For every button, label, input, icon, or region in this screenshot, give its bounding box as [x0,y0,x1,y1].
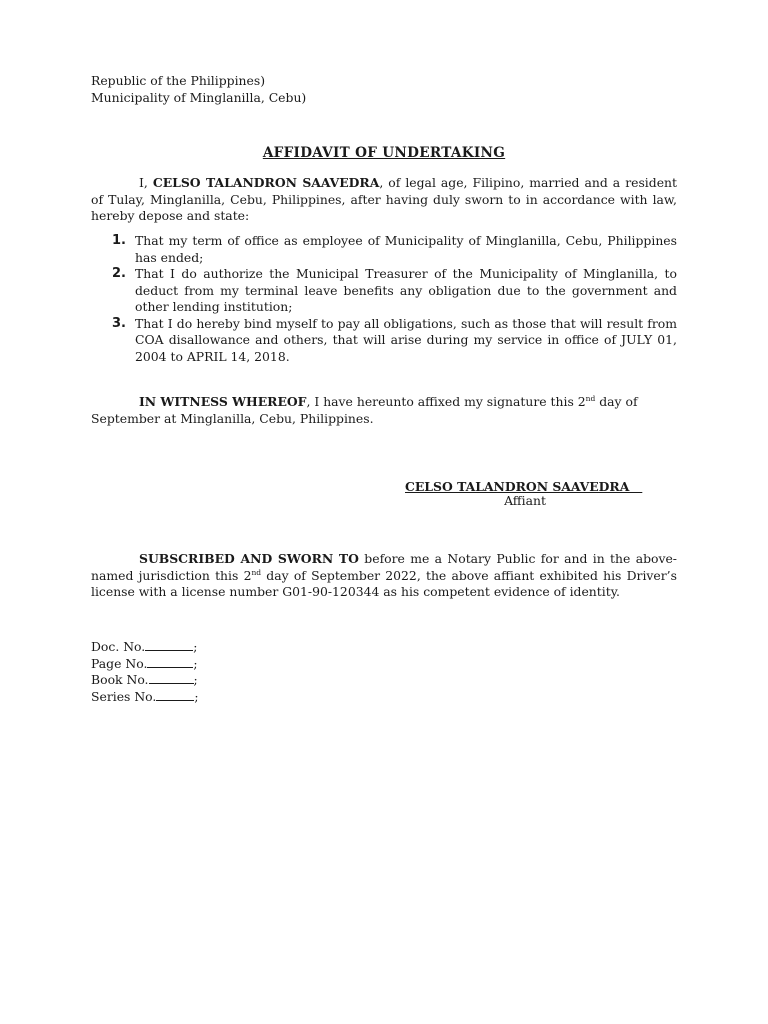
book-no-blank [149,672,194,684]
jurat-paragraph [91,551,677,601]
page-no-end: ; [193,655,198,671]
list-item [91,266,677,316]
item-text: That my term of office as employee of Municipality of Minglanilla, Cebu, Philippines has ended; [135,233,677,265]
intro-paragraph [91,175,677,225]
book-no-end: ; [193,672,198,687]
page-no-blank [147,656,193,668]
doc-no-blank [145,639,193,651]
venue-municipality: Municipality of Minglanilla, Cebu) [91,89,307,105]
witness-paragraph [91,394,677,427]
venue-block [91,73,306,106]
series-no-label: Series No. [91,688,157,704]
page-no-label: Page No. [91,655,148,671]
jurat-lead: SUBSCRIBED AND SWORN TO [139,551,359,566]
doc-no-label: Doc. No. [91,639,146,654]
item-number: 3. [112,315,126,331]
witness-text: , I have hereunto affixed my signature this 2 [306,394,586,409]
doc-no-row [91,639,199,656]
doc-no-end: ; [193,639,198,654]
intro-prefix: I, [139,175,153,190]
intro-text: , of legal age, Filipino, married and a resident of Tulay, Minglanilla, Cebu, Philippines, after having duly sworn to in accordance with law, hereby depose and state: [91,175,677,223]
affiant-signature-name: CELSO TALANDRON SAAVEDRA [405,479,643,494]
witness-text-end: day of September at Minglanilla, Cebu, Philippines. [91,394,638,426]
series-no-row [91,689,199,706]
page-no-row [91,656,199,673]
affiant-label: Affiant [504,493,546,508]
jurat-text: before me a Notary Public for and in the above-named jurisdiction this 2 [91,551,677,583]
list-item [91,233,677,266]
jurat-text-end: day of September 2022, the above affiant exhibited his Driver’s license with a license number G01-90-120344 as his competent evidence of identity. [91,567,677,599]
series-no-blank [156,689,194,701]
document-title: AFFIDAVIT OF UNDERTAKING [262,145,506,161]
series-no-end: ; [194,688,199,704]
item-text: That I do hereby bind myself to pay all obligations, such as those that will result from COA disallowance and others, that will arise during my service in office of JULY 01, 2004 to APRIL 14, 2018. [135,315,677,364]
item-number: 2. [112,266,126,281]
witness-lead: IN WITNESS WHEREOF [139,394,307,409]
affiant-name-inline: CELSO TALANDRON SAAVEDRA [152,175,380,190]
item-number: 1. [112,233,126,248]
jurat-ordinal: nd [251,567,262,577]
witness-ordinal: nd [585,394,596,403]
venue-country: Republic of the Philippines) [91,73,266,88]
item-text: That I do authorize the Municipal Treasurer of the Municipality of Minglanilla, to deduct from my terminal leave benefits any obligation due to the government and other lending institution; [135,266,677,314]
undertaking-list [91,233,677,365]
notarial-register [91,639,199,705]
list-item [91,316,677,366]
book-no-label: Book No. [91,672,149,687]
book-no-row [91,672,199,689]
